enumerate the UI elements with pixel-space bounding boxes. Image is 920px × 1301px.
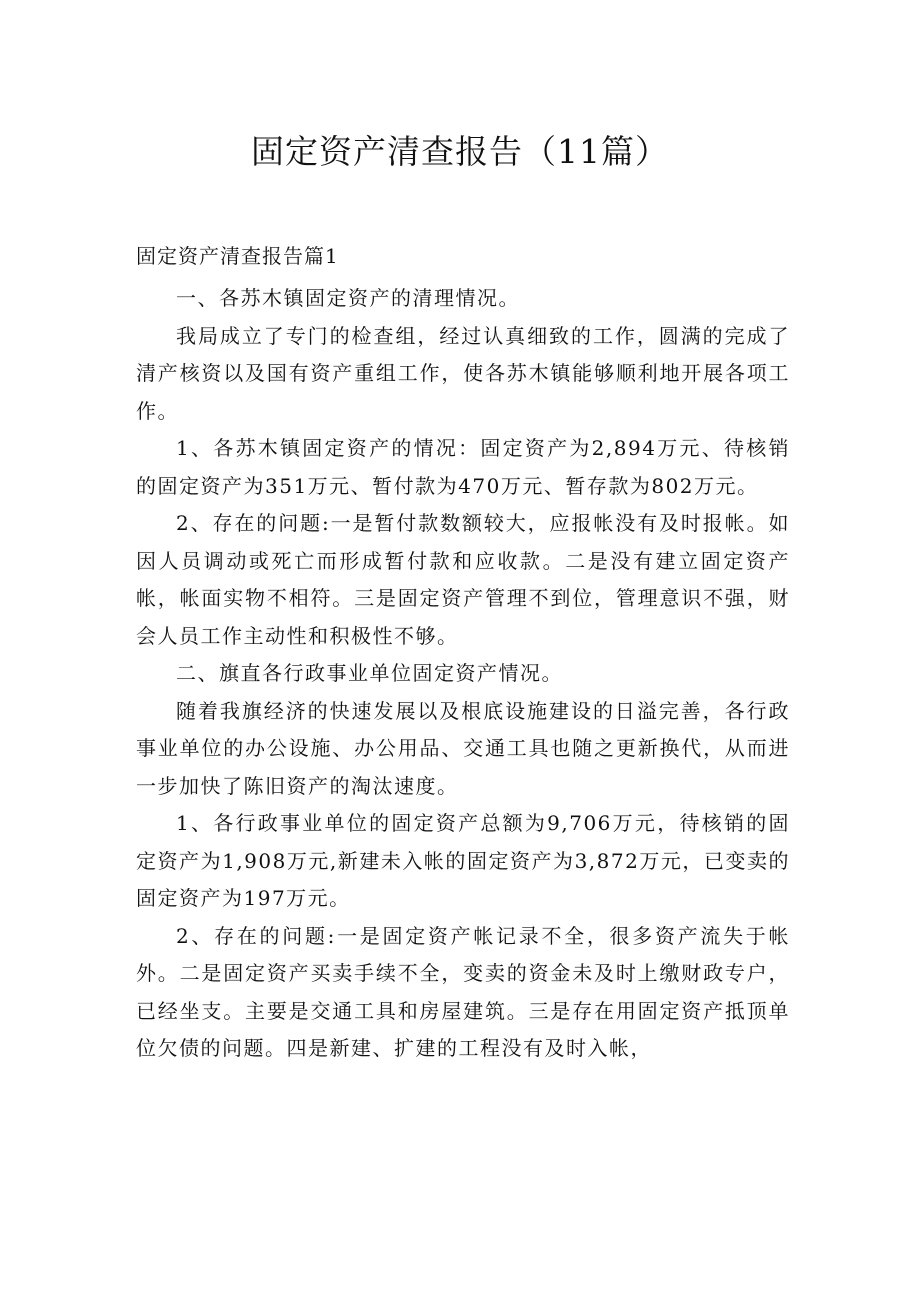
paragraph: 1、各行政事业单位的固定资产总额为9,706万元，待核销的固定资产为1,908万元,新建未入帐的固定资产为3,872万元，已变卖的固定资产为197万元。 xyxy=(136,811,790,910)
document-body xyxy=(136,240,790,1068)
document-title: 固定资产清查报告（11篇） xyxy=(251,132,669,171)
paragraph: 随着我旗经济的快速发展以及根底设施建设的日溢完善，各行政事业单位的办公设施、办公用品、交通工具也随之更新换代，从而进一步加快了陈旧资产的淘汰速度。 xyxy=(136,698,790,798)
paragraph: 我局成立了专门的检查组，经过认真细致的工作，圆满的完成了清产核资以及国有资产重组工作，使各苏木镇能够顺利地开展各项工作。 xyxy=(136,323,790,423)
paragraph-heading-2: 二、旗直各行政事业单位固定资产情况。 xyxy=(176,661,563,685)
paragraph: 1、各苏木镇固定资产的情况：固定资产为2,894万元、待核销的固定资产为351万元、暂付款为470万元、暂存款为802万元。 xyxy=(136,436,790,498)
paragraph: 2、存在的问题:一是暂付款数额较大，应报帐没有及时报帐。如因人员调动或死亡而形成暂付款和应收款。二是没有建立固定资产帐，帐面实物不相符。三是固定资产管理不到位，管理意识不强，财会人员工作主动性和积极性不够。 xyxy=(136,511,790,648)
paragraph: 2、存在的问题:一是固定资产帐记录不全，很多资产流失于帐外。二是固定资产买卖手续不全，变卖的资金未及时上缴财政专户，已经坐支。主要是交通工具和房屋建筑。三是存在用固定资产抵顶单位欠债的问题。四是新建、扩建的工程没有及时入帐， xyxy=(136,923,790,1060)
section-heading: 固定资产清查报告篇1 xyxy=(136,244,339,268)
paragraph-heading-1: 一、各苏木镇固定资产的清理情况。 xyxy=(176,286,520,310)
